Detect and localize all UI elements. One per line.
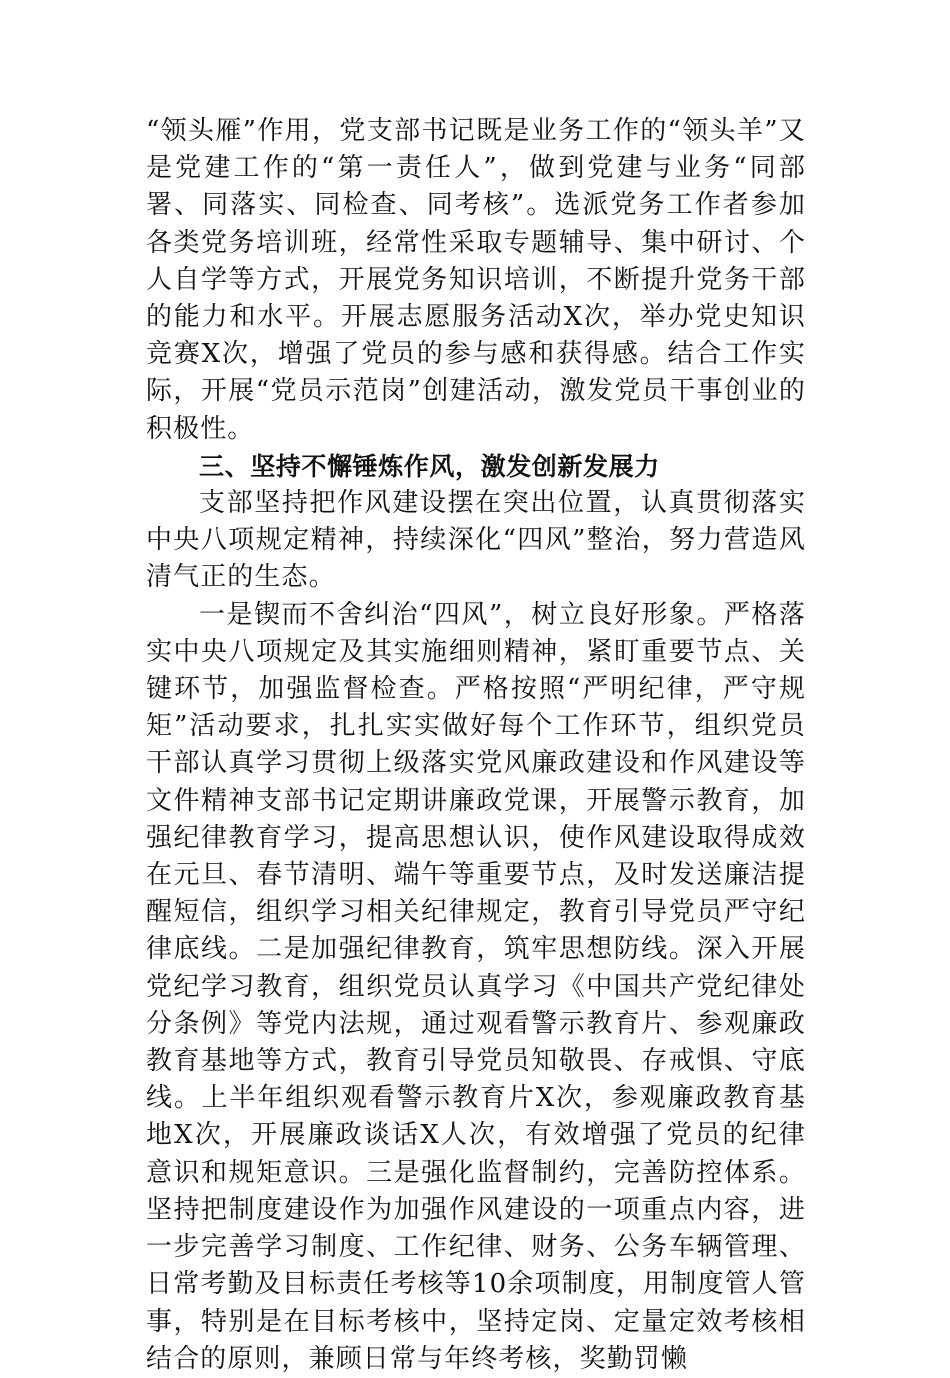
paragraph-measures: 一是锲而不舍纠治“四风”，树立良好形象。严格落实中央八项规定及其实施细则精神，紧盯重要节点、关键环节，加强监督检查。严格按照“严明纪律，严守规矩”活动要求，扎扎实实做好每个工作环节，组织党员干部认真学习贯彻上级落实党风廉政建设和作风建设等文件精神支部书记定期讲廉政党课，开展警示教育，加强纪律教育学习，提高思想认识，使作风建设取得成效在元旦、春节清明、端午等重要节点，及时发送廉洁提醒短信，组织学习相关纪律规定，教育引导党员严守纪律底线。二是加强纪律教育，筑牢思想防线。深入开展党纪学习教育，组织党员认真学习《中国共产党纪律处分条例》等党内法规，通过观看警示教育片、参观廉政教育基地等方式，教育引导党员知敬畏、存戒惧、守底线。上半年组织观看警示教育片X次，参观廉政教育基地X次，开展廉政谈话X人次，有效增强了党员的纪律意识和规矩意识。三是强化监督制约，完善防控体系。坚持把制度建设作为加强作风建设的一项重点内容，进一步完善学习制度、工作纪律、财务、公务车辆管理、日常考勤及目标责任考核等10余项制度，用制度管人管事，特别是在目标考核中，坚持定岗、定量定效考核相结合的原则，兼顾日常与年终考核，奖勤罚懒 [146,599,806,1374]
section-heading-3: 三、坚持不懈锤炼作风，激发创新发展力 [199,451,660,481]
paragraph-section-intro: 支部坚持把作风建设摆在突出位置，认真贯彻落实中央八项规定精神，持续深化“四风”整治，努力营造风清气正的生态。 [146,488,806,593]
paragraph-continuation: “领头雁”作用，党支部书记既是业务工作的“领头羊”又是党建工作的“第一责任人”，做到党建与业务“同部署、同落实、同检查、同考核”。选派党务工作者参加各类党务培训班，经常性采取专题辅导、集中研讨、个人自学等方式，开展党务知识培训，不断提升党务干部的能力和水平。开展志愿服务活动X次，举办党史知识竞赛X次，增强了党员的参与感和获得感。结合工作实际，开展“党员示范岗”创建活动，激发党员干事创业的积极性。 [146,116,806,444]
document-body [146,113,806,1378]
